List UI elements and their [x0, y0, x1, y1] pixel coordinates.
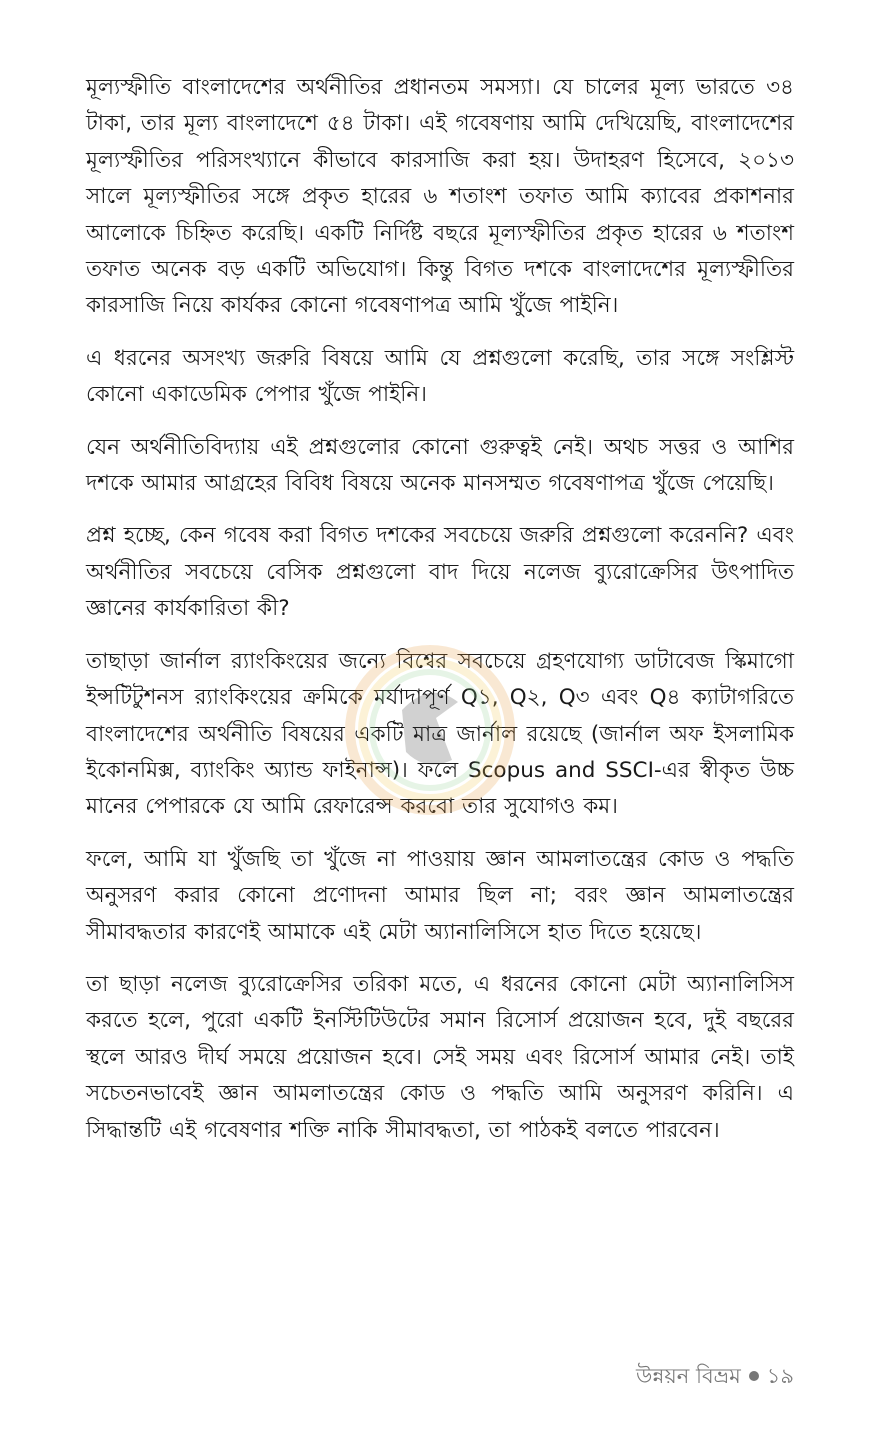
paragraph-5: তাছাড়া জার্নাল র‍্যাংকিংয়ের জন্যে বিশ্বের সবচেয়ে গ্রহণযোগ্য ডাটাবেজ স্কিমাগো ইন্সটিটুশনস র‍্যাংকিংয়ের ক্রমিকে মর্যাদাপূর্ণ Q১, Q২, Q৩ এবং Q৪ ক্যাটাগরিতে বাংলাদেশের অর্থনীতি বিষয়ের একটি মাত্র জার্নাল রয়েছে (জার্নাল অফ ইসলামিক ইকোনমিক্স, ব্যাংকিং অ্যান্ড ফাইনান্স)। ফলে Scopus and SSCI-এর স্বীকৃত উচ্চ মানের পেপারকে যে আমি রেফারেন্স করবো তার সুযোগও কম।	[86, 648, 794, 820]
paragraph-2: এ ধরনের অসংখ্য জরুরি বিষয়ে আমি যে প্রশ্নগুলো করেছি, তার সঙ্গে সংশ্লিস্ট কোনো একাডেমিক পেপার খুঁজে পাইনি।	[86, 345, 794, 408]
paragraph-1: মূল্যস্ফীতি বাংলাদেশের অর্থনীতির প্রধানতম সমস্যা। যে চালের মূল্য ভারতে ৩৪ টাকা, তার মূল্য বাংলাদেশে ৫৪ টাকা। এই গবেষণায় আমি দেখিয়েছি, বাংলাদেশের মূল্যস্ফীতির পরিসংখ্যানে কীভাবে কারসাজি করা হয়। উদাহরণ হিসেবে, ২০১৩ সালে মূল্যস্ফীতির সঙ্গে প্রকৃত হারের ৬ শতাংশ তফাত আমি ক্যাবের প্রকাশনার আলোকে চিহ্নিত করেছি। একটি নির্দিষ্ট বছরে মূল্যস্ফীতির প্রকৃত হারের ৬ শতাংশ তফাত অনেক বড় একটি অভিযোগ। কিন্তু বিগত দশকে বাংলাদেশের মূল্যস্ফীতির কারসাজি নিয়ে কার্যকর কোনো গবেষণাপত্র আমি খুঁজে পাইনি।	[86, 75, 794, 319]
paragraph-3: যেন অর্থনীতিবিদ্যায় এই প্রশ্নগুলোর কোনো গুরুত্বই নেই। অথচ সত্তর ও আশির দশকে আমার আগ্রহের বিবিধ বিষয়ে অনেক মানসম্মত গবেষণাপত্র খুঁজে পেয়েছি।	[86, 434, 794, 497]
paragraph-6: ফলে, আমি যা খুঁজছি তা খুঁজে না পাওয়ায় জ্ঞান আমলাতন্ত্রের কোড ও পদ্ধতি অনুসরণ করার কোনো প্রণোদনা আমার ছিল না; বরং জ্ঞান আমলাতন্ত্রের সীমাবদ্ধতার কারণেই আমাকে এই মেটা অ্যানালিসিসে হাত দিতে হয়েছে।	[86, 846, 794, 945]
paragraph-4: প্রশ্ন হচ্ছে, কেন গবেষ করা বিগত দশকের সবচেয়ে জরুরি প্রশ্নগুলো করেননি? এবং অর্থনীতির সবচেয়ে বেসিক প্রশ্নগুলো বাদ দিয়ে নলেজ ব্যুরোক্রেসির উৎপাদিত জ্ঞানের কার্যকারিতা কী?	[86, 523, 794, 622]
bullet-separator-icon	[749, 1371, 759, 1381]
page-number: ১৯	[766, 1364, 794, 1388]
body-text	[86, 70, 794, 1165]
book-title: উন্নয়ন বিভ্রম	[636, 1364, 741, 1388]
paragraph-7: তা ছাড়া নলেজ ব্যুরোক্রেসির তরিকা মতে, এ ধরনের কোনো মেটা অ্যানালিসিস করতে হলে, পুরো একটি ইনস্টিটিউটের সমান রিসোর্স প্রয়োজন হবে, দুই বছরের স্থলে আরও দীর্ঘ সময়ে প্রয়োজন হবে। সেই সময় এবং রিসোর্স আমার নেই। তাই সচেতনভাবেই জ্ঞান আমলাতন্ত্রের কোড ও পদ্ধতি আমি অনুসরণ করিনি। এ সিদ্ধান্তটি এই গবেষণার শক্তি নাকি সীমাবদ্ধতা, তা পাঠকই বলতে পারবেন।	[86, 971, 794, 1143]
page-footer	[636, 1362, 794, 1390]
